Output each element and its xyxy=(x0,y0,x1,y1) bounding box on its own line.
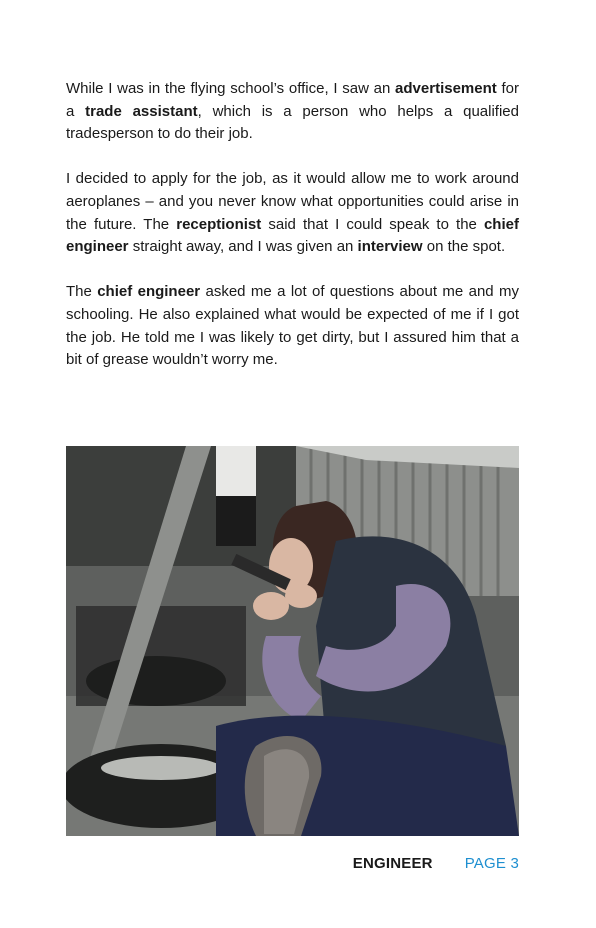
text-run: I decided to apply for the job, as it would allow me to work around aeroplanes – and you never know what opportunities could arise in the future. The xyxy=(66,170,519,233)
section-label: ENGINEER xyxy=(352,855,433,872)
engineer-photo xyxy=(66,446,519,836)
text-run: While I was in the flying school’s office, I saw an xyxy=(66,80,396,97)
bold-term: trade assistant xyxy=(85,102,198,120)
bold-term: chief engineer xyxy=(66,215,519,256)
paragraph-1 xyxy=(66,78,519,146)
paragraph-3 xyxy=(66,281,519,371)
body-text xyxy=(66,78,519,394)
bold-term: receptionist xyxy=(176,215,262,233)
text-run: , which is a person who helps a qualified tradesperson to do their job. xyxy=(66,102,519,143)
text-run: said that I could speak to the xyxy=(261,215,484,233)
page-number: PAGE 3 xyxy=(464,855,519,872)
text-run: straight away, and I was given an xyxy=(128,238,358,256)
text-run: The xyxy=(66,283,98,301)
paragraph-2 xyxy=(66,168,519,258)
text-run: asked me a lot of questions about me and my schooling. He also explained what would be expected of me if I got the job. He told me I was likely to get dirty, but I assured him that a bit of grease wouldn’t worry me. xyxy=(66,283,519,369)
page-footer xyxy=(353,855,519,872)
bold-term: advertisement xyxy=(395,80,497,97)
text-run: for a xyxy=(66,80,519,120)
bold-term: chief engineer xyxy=(97,283,201,301)
bold-term: interview xyxy=(357,238,423,256)
text-run: on the spot. xyxy=(422,238,506,256)
